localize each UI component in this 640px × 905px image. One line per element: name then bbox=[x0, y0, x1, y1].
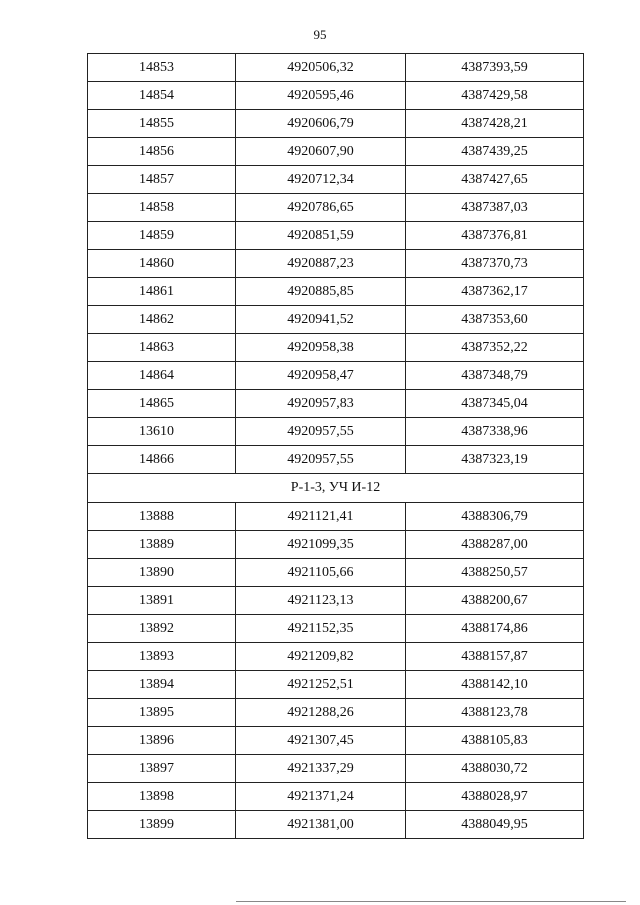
coordinate-x-cell: 4921307,45 bbox=[236, 727, 406, 755]
point-number-cell: 14862 bbox=[88, 306, 236, 334]
coordinate-x-cell: 4921288,26 bbox=[236, 699, 406, 727]
point-number-cell: 13892 bbox=[88, 615, 236, 643]
section-title: Р-1-3, УЧ И-12 bbox=[88, 474, 584, 503]
coordinate-y-cell: 4388306,79 bbox=[406, 503, 584, 531]
table-row bbox=[88, 166, 584, 194]
coordinate-x-cell: 4921121,41 bbox=[236, 503, 406, 531]
coordinate-y-cell: 4388250,57 bbox=[406, 559, 584, 587]
coordinate-x-cell: 4920786,65 bbox=[236, 194, 406, 222]
point-number-cell: 14865 bbox=[88, 390, 236, 418]
coordinate-x-cell: 4921381,00 bbox=[236, 811, 406, 839]
point-number-cell: 13888 bbox=[88, 503, 236, 531]
table-row bbox=[88, 418, 584, 446]
coordinate-y-cell: 4387429,58 bbox=[406, 82, 584, 110]
point-number-cell: 14853 bbox=[88, 54, 236, 82]
coordinate-x-cell: 4920606,79 bbox=[236, 110, 406, 138]
point-number-cell: 14858 bbox=[88, 194, 236, 222]
table-row bbox=[88, 755, 584, 783]
coordinate-y-cell: 4387427,65 bbox=[406, 166, 584, 194]
coordinate-y-cell: 4387352,22 bbox=[406, 334, 584, 362]
coordinate-y-cell: 4387362,17 bbox=[406, 278, 584, 306]
point-number-cell: 14856 bbox=[88, 138, 236, 166]
point-number-cell: 14855 bbox=[88, 110, 236, 138]
table-row bbox=[88, 138, 584, 166]
coordinate-y-cell: 4388142,10 bbox=[406, 671, 584, 699]
coordinate-y-cell: 4387370,73 bbox=[406, 250, 584, 278]
coordinate-y-cell: 4388028,97 bbox=[406, 783, 584, 811]
coordinate-x-cell: 4921123,13 bbox=[236, 587, 406, 615]
coordinate-x-cell: 4921152,35 bbox=[236, 615, 406, 643]
point-number-cell: 13891 bbox=[88, 587, 236, 615]
coordinate-x-cell: 4920887,23 bbox=[236, 250, 406, 278]
table-row bbox=[88, 531, 584, 559]
point-number-cell: 14854 bbox=[88, 82, 236, 110]
coordinate-x-cell: 4920885,85 bbox=[236, 278, 406, 306]
table-row bbox=[88, 250, 584, 278]
point-number-cell: 14863 bbox=[88, 334, 236, 362]
table-row bbox=[88, 334, 584, 362]
table-row bbox=[88, 222, 584, 250]
coordinate-y-cell: 4387353,60 bbox=[406, 306, 584, 334]
coordinate-x-cell: 4920958,47 bbox=[236, 362, 406, 390]
coordinate-x-cell: 4920941,52 bbox=[236, 306, 406, 334]
point-number-cell: 13893 bbox=[88, 643, 236, 671]
table-row bbox=[88, 278, 584, 306]
point-number-cell: 13895 bbox=[88, 699, 236, 727]
coordinates-table-body bbox=[88, 54, 584, 839]
coordinate-y-cell: 4387338,96 bbox=[406, 418, 584, 446]
coordinate-y-cell: 4388157,87 bbox=[406, 643, 584, 671]
coordinate-x-cell: 4920957,55 bbox=[236, 446, 406, 474]
section-header-row bbox=[88, 474, 584, 503]
point-number-cell: 13894 bbox=[88, 671, 236, 699]
point-number-cell: 13896 bbox=[88, 727, 236, 755]
coordinate-x-cell: 4920506,32 bbox=[236, 54, 406, 82]
coordinate-x-cell: 4920712,34 bbox=[236, 166, 406, 194]
table-row bbox=[88, 699, 584, 727]
table-row bbox=[88, 82, 584, 110]
table-row bbox=[88, 390, 584, 418]
table-row bbox=[88, 503, 584, 531]
table-row bbox=[88, 54, 584, 82]
table-row bbox=[88, 671, 584, 699]
table-row bbox=[88, 306, 584, 334]
table-row bbox=[88, 110, 584, 138]
coordinate-x-cell: 4920957,55 bbox=[236, 418, 406, 446]
table-row bbox=[88, 362, 584, 390]
coordinate-x-cell: 4920607,90 bbox=[236, 138, 406, 166]
coordinate-y-cell: 4388105,83 bbox=[406, 727, 584, 755]
table-row bbox=[88, 446, 584, 474]
table-row bbox=[88, 811, 584, 839]
coordinate-y-cell: 4387439,25 bbox=[406, 138, 584, 166]
table-row bbox=[88, 615, 584, 643]
coordinate-y-cell: 4387393,59 bbox=[406, 54, 584, 82]
coordinates-table bbox=[87, 53, 584, 839]
point-number-cell: 13889 bbox=[88, 531, 236, 559]
point-number-cell: 14861 bbox=[88, 278, 236, 306]
table-row bbox=[88, 194, 584, 222]
page-number: 95 bbox=[313, 27, 327, 42]
bottom-divider bbox=[236, 901, 626, 902]
point-number-cell: 14860 bbox=[88, 250, 236, 278]
coordinate-y-cell: 4388174,86 bbox=[406, 615, 584, 643]
coordinate-x-cell: 4921337,29 bbox=[236, 755, 406, 783]
coordinate-x-cell: 4921209,82 bbox=[236, 643, 406, 671]
table-row bbox=[88, 559, 584, 587]
coordinate-x-cell: 4921105,66 bbox=[236, 559, 406, 587]
coordinate-x-cell: 4920958,38 bbox=[236, 334, 406, 362]
coordinate-x-cell: 4920957,83 bbox=[236, 390, 406, 418]
coordinate-y-cell: 4388030,72 bbox=[406, 755, 584, 783]
point-number-cell: 13890 bbox=[88, 559, 236, 587]
table-row bbox=[88, 727, 584, 755]
coordinate-x-cell: 4920595,46 bbox=[236, 82, 406, 110]
table-row bbox=[88, 643, 584, 671]
coordinate-y-cell: 4388287,00 bbox=[406, 531, 584, 559]
table-row bbox=[88, 783, 584, 811]
coordinate-y-cell: 4387345,04 bbox=[406, 390, 584, 418]
point-number-cell: 13897 bbox=[88, 755, 236, 783]
point-number-cell: 14859 bbox=[88, 222, 236, 250]
coordinate-y-cell: 4388123,78 bbox=[406, 699, 584, 727]
coordinate-y-cell: 4387348,79 bbox=[406, 362, 584, 390]
coordinate-y-cell: 4388049,95 bbox=[406, 811, 584, 839]
point-number-cell: 13610 bbox=[88, 418, 236, 446]
coordinate-x-cell: 4921099,35 bbox=[236, 531, 406, 559]
coordinate-y-cell: 4388200,67 bbox=[406, 587, 584, 615]
coordinate-x-cell: 4921252,51 bbox=[236, 671, 406, 699]
point-number-cell: 14864 bbox=[88, 362, 236, 390]
point-number-cell: 14857 bbox=[88, 166, 236, 194]
point-number-cell: 14866 bbox=[88, 446, 236, 474]
coordinate-x-cell: 4920851,59 bbox=[236, 222, 406, 250]
point-number-cell: 13898 bbox=[88, 783, 236, 811]
coordinate-y-cell: 4387428,21 bbox=[406, 110, 584, 138]
coordinate-y-cell: 4387376,81 bbox=[406, 222, 584, 250]
coordinate-x-cell: 4921371,24 bbox=[236, 783, 406, 811]
table-row bbox=[88, 587, 584, 615]
point-number-cell: 13899 bbox=[88, 811, 236, 839]
coordinate-y-cell: 4387323,19 bbox=[406, 446, 584, 474]
coordinate-y-cell: 4387387,03 bbox=[406, 194, 584, 222]
